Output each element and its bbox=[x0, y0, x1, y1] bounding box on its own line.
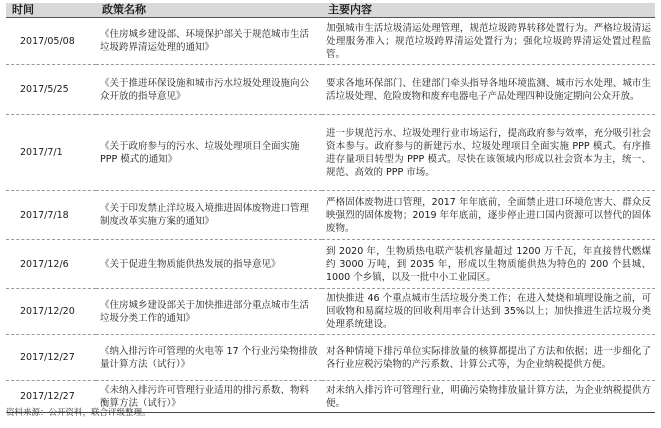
table-row bbox=[6, 240, 655, 289]
row-policy: 《纳入排污许可管理的火电等 17 个行业污染物排放量计算方法（试行）》 bbox=[96, 335, 322, 381]
row-content: 对各种情境下排污单位实际排放量的核算都提出了方法和依据；进一步细化了各行业应税污染物的产污系数、计算公式等，为企业纳税提供方便。 bbox=[322, 335, 655, 381]
table-row bbox=[6, 335, 655, 381]
row-date: 2017/05/08 bbox=[6, 18, 96, 65]
row-date: 2017/12/6 bbox=[6, 240, 96, 289]
row-content: 严格固体废物进口管理，2017 年年底前，全面禁止进口环境危害大、群众反映强烈的固体废物；2019 年年底前，逐步停止进口国内资源可以替代的固体废物。 bbox=[322, 191, 655, 240]
row-policy: 《住房城乡建设部、环境保护部关于规范城市生活垃圾跨界清运处理的通知》 bbox=[96, 18, 322, 65]
row-date: 2017/12/27 bbox=[6, 335, 96, 381]
row-policy: 《关于政府参与的污水、垃圾处理项目全面实施 PPP 模式的通知》 bbox=[96, 115, 322, 191]
row-content: 进一步规范污水、垃圾处理行业市场运行，提高政府参与效率，充分吸引社会资本参与。政府参与的新建污水、垃圾处理项目全面实施 PPP 模式。有序推进存量项目转型为 PPP 模式。尽快在该领域内形成以社会资本为主，统一、规范、高效的 PPP 市场。 bbox=[322, 115, 655, 191]
header-policy: 政策名称 bbox=[96, 3, 322, 18]
row-date: 2017/12/27 bbox=[6, 381, 96, 413]
table-row bbox=[6, 289, 655, 335]
row-date: 2017/12/20 bbox=[6, 289, 96, 335]
source-note: 资料来源：公开资料，联合评级整理。 bbox=[6, 408, 151, 418]
row-policy: 《未纳入排污许可管理行业适用的排污系数、物料衡算方法（试行）》 bbox=[96, 381, 322, 413]
row-date: 2017/7/18 bbox=[6, 191, 96, 240]
header-time: 时间 bbox=[6, 3, 96, 18]
row-date: 2017/7/1 bbox=[6, 115, 96, 191]
row-policy: 《关于推进环保设施和城市污水垃圾处理设施向公众开放的指导意见》 bbox=[96, 65, 322, 115]
row-policy: 《关于促进生物质能供热发展的指导意见》 bbox=[96, 240, 322, 289]
row-content: 加快推进 46 个重点城市生活垃圾分类工作；在进入焚烧和填埋设施之前，可回收物和易腐垃圾的回收利用率合计达到 35%以上；加快推进生活垃圾分类处理系统建设。 bbox=[322, 289, 655, 335]
row-content: 加强城市生活垃圾清运处理管理，规范垃圾跨界转移处置行为。严格垃圾清运处理服务准入；规范垃圾跨界清运处置行为；强化垃圾跨界清运处置过程监管。 bbox=[322, 18, 655, 65]
row-date: 2017/5/25 bbox=[6, 65, 96, 115]
table-row bbox=[6, 115, 655, 191]
table-row bbox=[6, 18, 655, 65]
table-row bbox=[6, 65, 655, 115]
row-content: 要求各地环保部门、住建部门牵头指导各地环境监测、城市污水处理、城市生活垃圾处理、危险废物和废弃电器电子产品处理四种设施定期向公众开放。 bbox=[322, 65, 655, 115]
row-policy: 《关于印发禁止洋垃圾入境推进固体废物进口管理制度改革实施方案的通知》 bbox=[96, 191, 322, 240]
row-policy: 《住房城乡建设部关于加快推进部分重点城市生活垃圾分类工作的通知》 bbox=[96, 289, 322, 335]
policy-table bbox=[6, 3, 655, 413]
table-header-row bbox=[6, 3, 655, 18]
header-content: 主要内容 bbox=[322, 3, 655, 18]
row-content: 对未纳入排污许可管理行业，明确污染物排放量计算方法，为企业纳税提供方便。 bbox=[322, 381, 655, 413]
row-content: 到 2020 年，生物质热电联产装机容量超过 1200 万千瓦，年直接替代燃煤约 3000 万吨，到 2035 年，形成以生物质能供热为特色的 200 个县城、1000 个乡镇，以及一批中小工业园区。 bbox=[322, 240, 655, 289]
table-row bbox=[6, 191, 655, 240]
